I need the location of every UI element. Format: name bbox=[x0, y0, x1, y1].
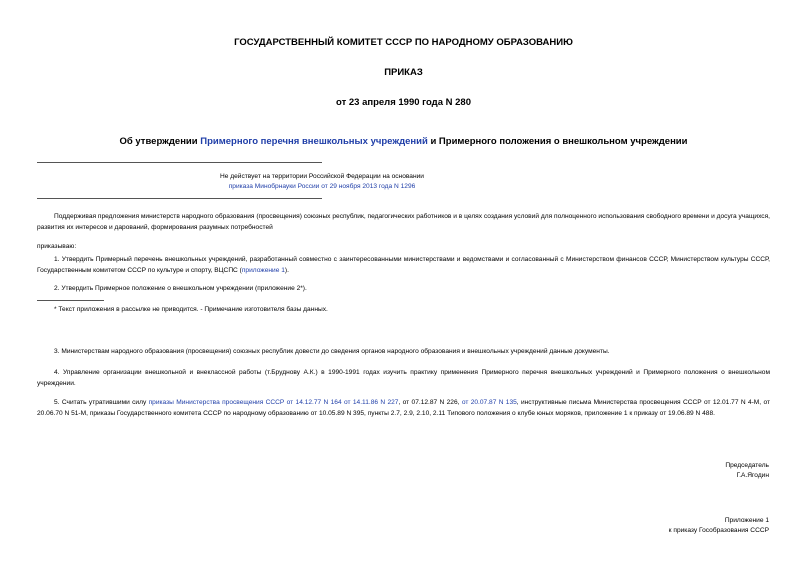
divider-top bbox=[37, 162, 322, 163]
signature-name: Г.А.Ягодин bbox=[736, 472, 769, 479]
appendix-1-link[interactable]: приложение 1 bbox=[241, 267, 285, 274]
item-3: 3. Министерствам народного образования (просвещения) союзных республик довести до сведения органов народного образования и внешкольных учреждений данные документы. bbox=[54, 348, 610, 355]
status-notice-link bbox=[37, 182, 607, 192]
title-suffix: и Примерного положения о внешкольном учреждении bbox=[427, 136, 688, 147]
document-date-number: от 23 апреля 1990 года N 280 bbox=[336, 97, 471, 108]
title-link-list[interactable]: Примерного перечня внешкольных учреждений bbox=[200, 136, 428, 147]
document-type-heading: ПРИКАЗ bbox=[384, 67, 423, 78]
title-prefix: Об утверждении bbox=[119, 136, 201, 147]
appendix-reference: к приказу Гособразования СССР bbox=[668, 527, 769, 534]
ministry-order-link-1[interactable]: приказы Министерства просвещения СССР от 14.12.77 N 164 bbox=[148, 399, 342, 406]
status-notice: Не действует на территории Российской Федерации на основании bbox=[220, 173, 424, 180]
ministry-order-link-3[interactable]: от 20.07.87 N 135 bbox=[461, 399, 517, 406]
repeal-order-link[interactable]: приказа Минобрнауки России от 29 ноября 2013 года N 1296 bbox=[228, 183, 416, 190]
order-word: приказываю: bbox=[37, 243, 77, 250]
document-title bbox=[0, 136, 807, 147]
signature-role: Председатель bbox=[725, 462, 769, 469]
footnote-divider bbox=[37, 300, 104, 301]
item-1: 1. Утвердить Примерный перечень внешкольных учреждений, разработанный совместно с заинтересованными министерствами и ведомствами и согласованный с Министерством финансов СССР, Министерством культуры СССР, Государственным комитетом СССР по культуре и спорту, ВЦСПС (приложение 1). bbox=[37, 256, 770, 274]
intro-paragraph: Поддерживая предложения министерств народного образования (просвещения) союзных республик, педагогических работников и в целях создания условий для полноценного использования свободного времени и досуга учащихся, развития их интересов и дарований, формирования разумных потребностей bbox=[37, 213, 770, 231]
item-2: 2. Утвердить Примерное положение о внешкольном учреждении (приложение 2*). bbox=[54, 285, 307, 292]
item-4: 4. Управление организации внешкольной и внеклассной работы (т.Бруднову А.К.) в 1990-1991 годах изучить практику применения Примерного перечня внешкольных учреждений и Примерного положения о внешкольном учреждении. bbox=[37, 369, 770, 387]
divider-bottom bbox=[37, 198, 322, 199]
ministry-order-link-2[interactable]: от 14.11.86 N 227 bbox=[343, 399, 399, 406]
footnote: * Текст приложения в рассылке не приводится. - Примечание изготовителя базы данных. bbox=[54, 306, 328, 313]
organization-heading: ГОСУДАРСТВЕННЫЙ КОМИТЕТ СССР ПО НАРОДНОМУ ОБРАЗОВАНИЮ bbox=[234, 37, 573, 48]
item-5: 5. Считать утратившими силу приказы Министерства просвещения СССР от 14.12.77 N 164 от 14.11.86 N 227, от 07.12.87 N 226, от 20.07.87 N 135, инструктивные письма Министерства просвещения СССР от 12.01.77 N 4-М, от 20.06.70 N 51-М, приказы Государственного комитета СССР по народному образованию от 10.05.89 N 395, пункты 2.7, 2.9, 2.10, 2.11 Типового положения о клубе юных моряков, приложение 1 к приказу от 19.06.89 N 488. bbox=[37, 399, 771, 417]
appendix-label: Приложение 1 bbox=[724, 517, 769, 524]
